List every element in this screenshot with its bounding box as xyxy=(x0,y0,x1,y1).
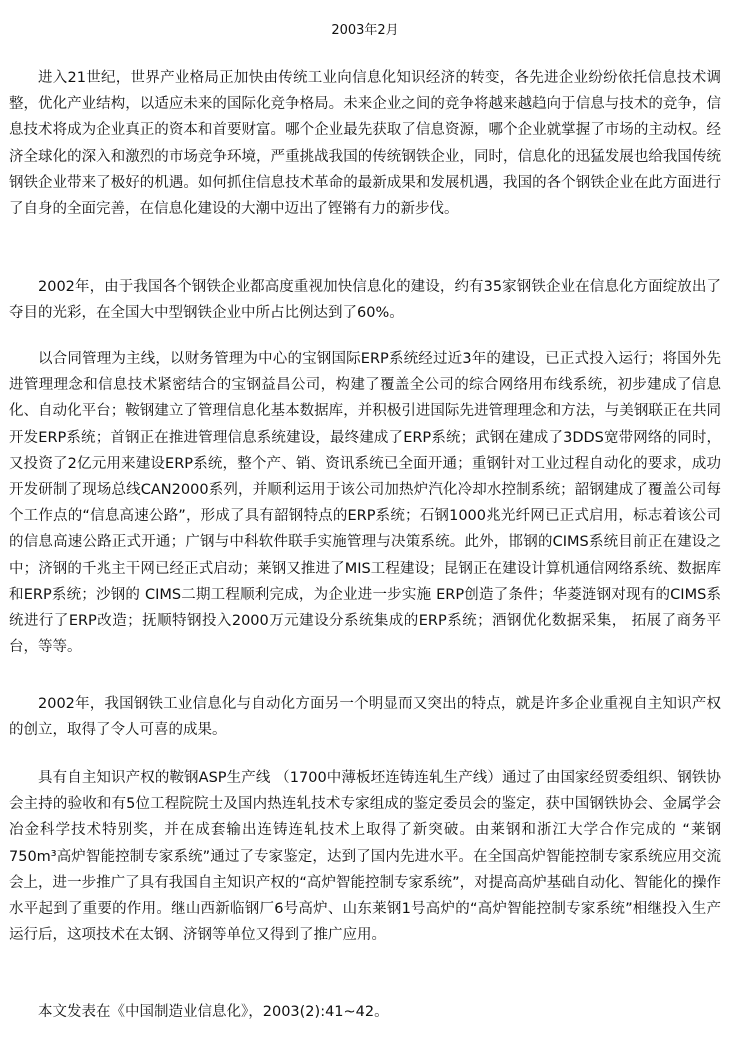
article-paragraph: 2002年，由于我国各个钢铁企业都高度重视加快信息化的建设，约有35家钢铁企业在信息化方面绽放出了夺目的光彩，在全国大中型钢铁企业中所占比例达到了60%。 xyxy=(9,279,721,322)
article-paragraph: 2002年，我国钢铁工业信息化与自动化方面另一个明显而又突出的特点，就是许多企业重视自主知识产权的创立，取得了令人可喜的成果。 xyxy=(9,696,721,739)
article-paragraph: 以合同管理为主线，以财务管理为中心的宝钢国际ERP系统经过近3年的建设，已正式投入运行；将国外先进管理理念和信息技术紧密结合的宝钢益昌公司，构建了覆盖全公司的综合网络用布线系统，初步建成了信息化、自动化平台；鞍钢建立了管理信息化基本数据库，并积极引进国际先进管理理念和方法，与美钢联正在共同开发ERP系统；首钢正在推进管理信息系统建设，最终建成了ERP系统；武钢在建成了3DDS宽带网络的同时，又投资了2亿元用来建设ERP系统，整个产、销、资讯系统已全面开通；重钢针对工业过程自动化的要求，成功开发研制了现场总线CAN2000系列，并顺利运用于该公司加热炉汽化冷却水控制系统；韶钢建成了覆盖公司每个工作点的“信息高速公路”，形成了具有韶钢特点的ERP系统；石钢1000兆光纤网已正式启用，标志着该公司的信息高速公路正式开通；广钢与中科软件联手实施管理与决策系统。此外，邯钢的CIMS系统目前正在建设之中；济钢的千兆主干网已经正式启动；莱钢又推进了MIS工程建设；昆钢正在建设计算机通信网络系统、数据库和ERP系统；沙钢的 CIMS二期工程顺利完成，为企业进一步实施 ERP创造了条件；华菱涟钢对现有的CIMS系统进行了ERP改造；抚顺特钢投入2000万元建设分系统集成的ERP系统；酒钢优化数据采集， 拓展了商务平台，等等。 xyxy=(9,351,721,656)
article-page xyxy=(9,0,721,1060)
article-paragraph: 具有自主知识产权的鞍钢ASP生产线 （1700中薄板坯连铸连轧生产线）通过了由国家经贸委组织、钢铁协会主持的验收和有5位工程院院士及国内热连轧技术专家组成的鉴定委员会的鉴定，获中国钢铁协会、金属学会冶金科学技术特别奖，并在成套输出连铸连轧技术上取得了新突破。由莱钢和浙江大学合作完成的 “莱钢750m³高炉智能控制专家系统”通过了专家鉴定，达到了国内先进水平。在全国高炉智能控制专家系统应用交流会上，进一步推广了具有我国自主知识产权的“高炉智能控制专家系统”，对提高高炉基础自动化、智能化的操作水平起到了重要的作用。继山西新临钢厂6号高炉、山东莱钢1号高炉的“高炉智能控制专家系统”相继投入生产运行后，这项技术在太钢、济钢等单位又得到了推广应用。 xyxy=(9,770,721,944)
citation-note: 本文发表在《中国制造业信息化》，2003(2):41~42。 xyxy=(38,1004,389,1020)
publication-date: 2003年2月 xyxy=(331,23,399,38)
article-paragraph: 进入21世纪，世界产业格局正加快由传统工业向信息化知识经济的转变，各先进企业纷纷依托信息技术调整，优化产业结构，以适应未来的国际化竞争格局。未来企业之间的竞争将越来越趋向于信息与技术的竞争，信息技术将成为企业真正的资本和首要财富。哪个企业最先获取了信息资源，哪个企业就掌握了市场的主动权。经济全球化的深入和激烈的市场竞争环境，严重挑战我国的传统钢铁企业，同时，信息化的迅猛发展也给我国传统钢铁企业带来了极好的机遇。如何抓住信息技术革命的最新成果和发展机遇，我国的各个钢铁企业在此方面进行了自身的全面完善，在信息化建设的大潮中迈出了铿锵有力的新步伐。 xyxy=(9,70,721,218)
